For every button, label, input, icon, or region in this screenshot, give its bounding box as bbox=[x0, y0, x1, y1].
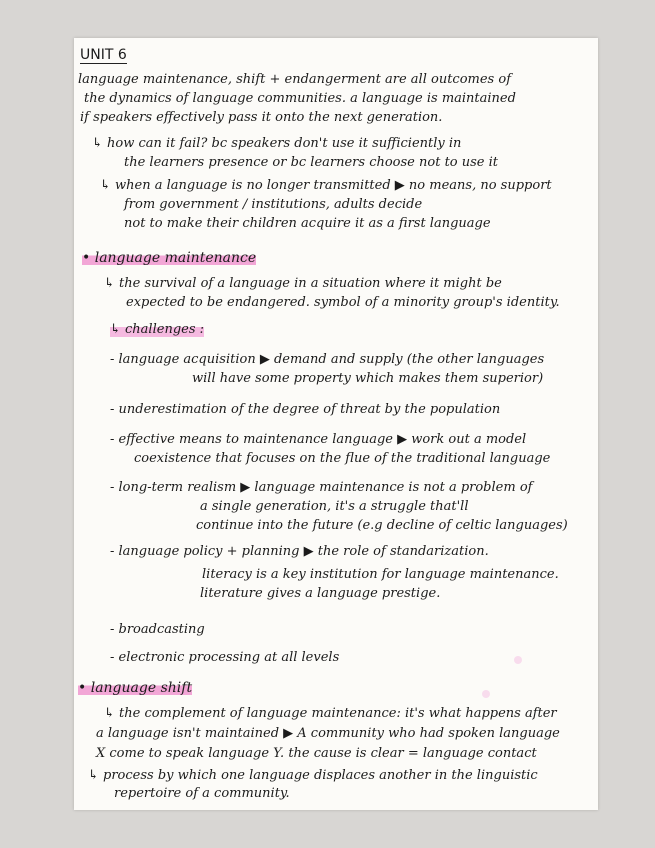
challenge-item-5a: - language policy + planning ▶ the role of standarization. bbox=[110, 544, 489, 559]
heading-language-maintenance: • language maintenance bbox=[82, 250, 257, 266]
notebook-page bbox=[74, 38, 598, 810]
challenge-item-2: - underestimation of the degree of threat by the population bbox=[110, 402, 501, 417]
challenge-item-4b: a single generation, it's a struggle that'll bbox=[200, 499, 469, 514]
intro-sub-5: not to make their children acquire it as a first language bbox=[124, 216, 491, 231]
maintenance-def-2: expected to be endangered. symbol of a minority group's identity. bbox=[126, 295, 560, 310]
shift-line-5: repertoire of a community. bbox=[114, 786, 290, 801]
challenge-item-6: - broadcasting bbox=[110, 622, 205, 637]
challenge-item-7: - electronic processing at all levels bbox=[110, 650, 340, 665]
shift-line-3: X come to speak language Y. the cause is clear = language contact bbox=[96, 746, 537, 761]
challenge-item-3a: - effective means to maintenance language ▶ work out a model bbox=[110, 432, 527, 447]
bleed-mark bbox=[482, 690, 490, 698]
bleed-mark bbox=[514, 656, 522, 664]
heading-language-shift: • language shift bbox=[78, 680, 193, 696]
challenge-item-4a: - long-term realism ▶ language maintenance is not a problem of bbox=[110, 480, 533, 495]
intro-sub-3: ↳ when a language is no longer transmitted ▶ no means, no support bbox=[100, 178, 552, 193]
intro-line-3: if speakers effectively pass it onto the next generation. bbox=[80, 110, 443, 125]
challenge-item-3b: coexistence that focuses on the flue of the traditional language bbox=[134, 451, 551, 466]
shift-line-1: ↳ the complement of language maintenance: it's what happens after bbox=[104, 706, 557, 721]
challenge-item-1b: will have some property which makes them superior) bbox=[192, 371, 544, 386]
challenge-item-5b: literacy is a key institution for language maintenance. bbox=[202, 567, 559, 582]
heading-language-shift-text: language shift bbox=[90, 680, 193, 696]
maintenance-def-1: ↳ the survival of a language in a situation where it might be bbox=[104, 276, 502, 291]
intro-sub-4: from government / institutions, adults decide bbox=[124, 197, 423, 212]
intro-sub-2: the learners presence or bc learners choose not to use it bbox=[124, 155, 498, 170]
intro-line-2: the dynamics of language communities. a language is maintained bbox=[84, 91, 516, 106]
challenge-item-1a: - language acquisition ▶ demand and supply (the other languages bbox=[110, 352, 545, 367]
intro-line-1: language maintenance, shift + endangerment are all outcomes of bbox=[78, 72, 511, 87]
unit-title: UNIT 6 bbox=[80, 47, 127, 63]
challenges-label-text: challenges : bbox=[125, 322, 205, 337]
challenges-label: ↳ challenges : bbox=[110, 322, 205, 337]
challenge-item-4c: continue into the future (e.g decline of celtic languages) bbox=[196, 518, 568, 533]
heading-language-maintenance-text: language maintenance bbox=[94, 250, 257, 266]
shift-line-2: a language isn't maintained ▶ A community who had spoken language bbox=[96, 726, 560, 741]
challenge-item-5c: literature gives a language prestige. bbox=[200, 586, 441, 601]
intro-sub-1: ↳ how can it fail? bc speakers don't use it sufficiently in bbox=[92, 136, 462, 151]
shift-line-4: ↳ process by which one language displaces another in the linguistic bbox=[88, 768, 538, 783]
